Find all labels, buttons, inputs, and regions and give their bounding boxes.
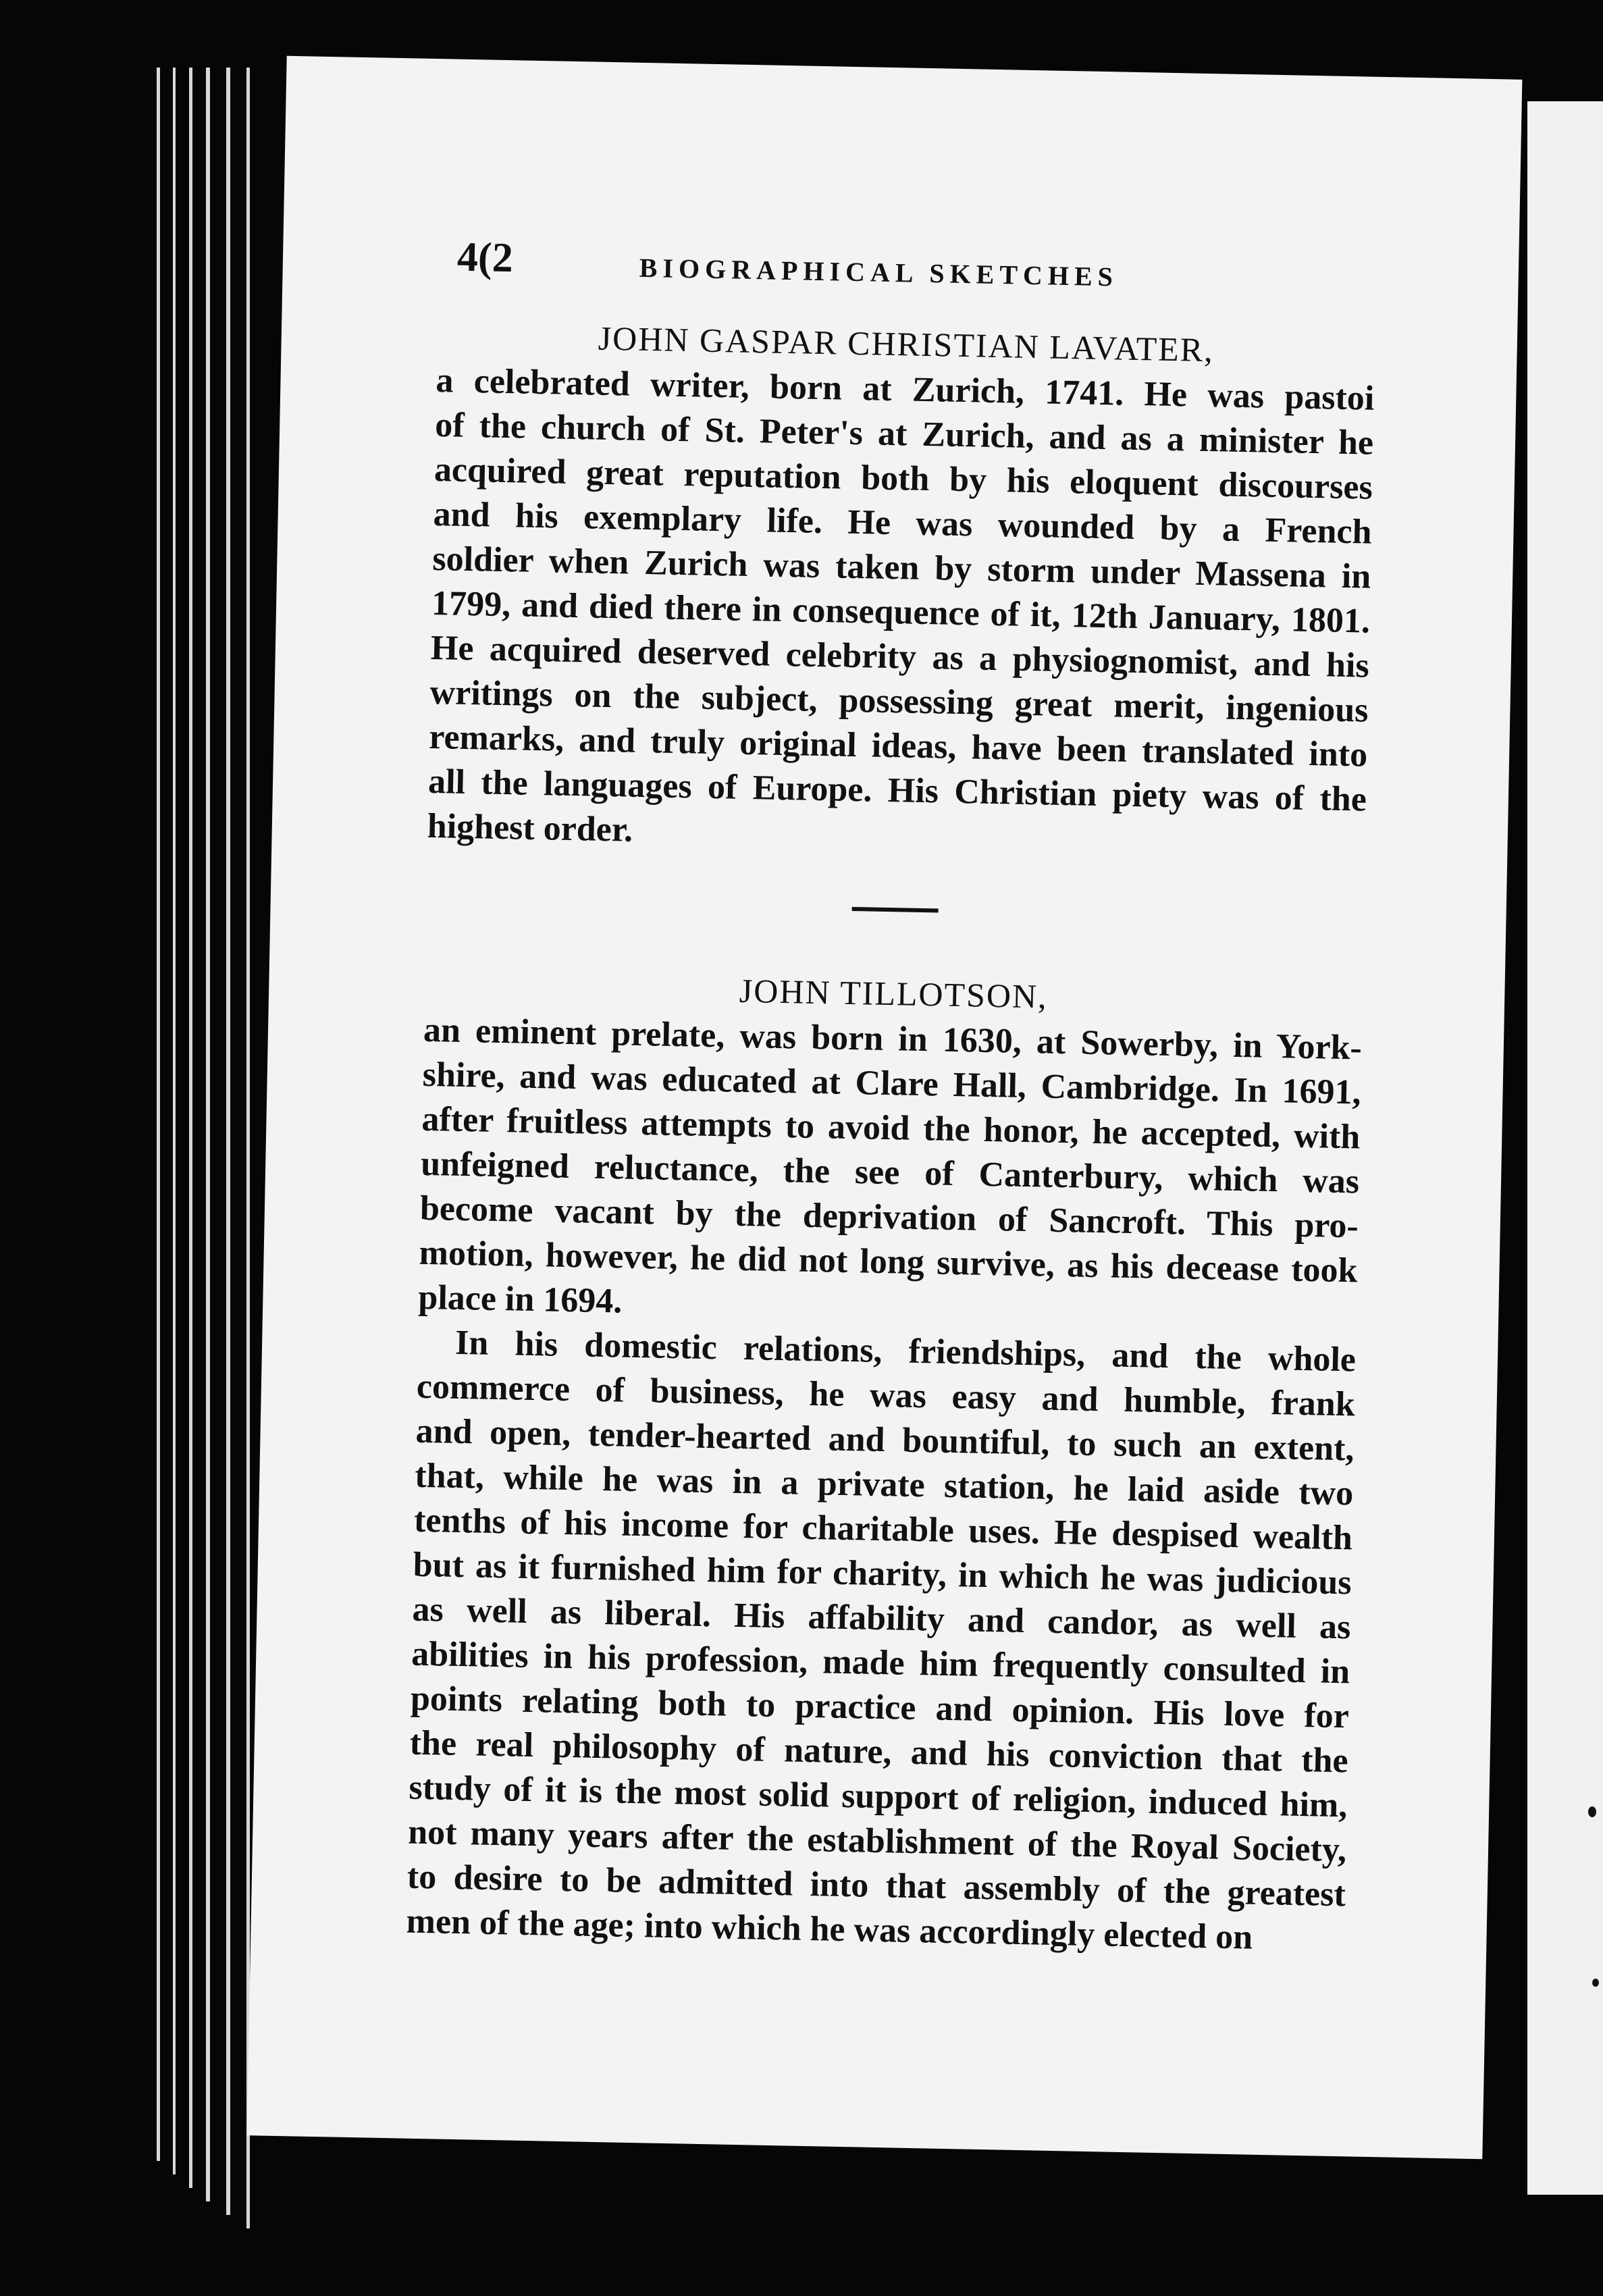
book-edge-strip bbox=[173, 68, 176, 2174]
text-line: In his domestic relations, friendships, and the whole bbox=[454, 1323, 1357, 1380]
book-edge-strip bbox=[226, 68, 230, 2215]
book-edge-strip bbox=[206, 68, 210, 2201]
text-line: soldier when Zurich was taken by storm under Massena in bbox=[431, 540, 1371, 596]
text-line: but as it furnished him for charity, in which he was judicious bbox=[413, 1545, 1352, 1602]
section-divider bbox=[852, 907, 939, 912]
text-line: motion, however, he did not long survive, as his decease took bbox=[419, 1233, 1359, 1290]
text-line: writings on the subject, possessing great merit, ingenious bbox=[429, 673, 1369, 730]
text-line: after fruitless attempts to avoid the honor, he accepted, with bbox=[421, 1099, 1361, 1157]
facing-page-edge bbox=[1527, 101, 1603, 2195]
text-line: of the church of St. Peter's at Zurich, and as a minister he bbox=[434, 406, 1374, 463]
book-edge-strip bbox=[189, 68, 192, 2188]
text-line: shire, and was educated at Clare Hall, Cambridge. In 1691, bbox=[422, 1055, 1362, 1112]
text-line: all the languages of Europe. His Christian piety was of the bbox=[427, 762, 1367, 819]
page-content bbox=[406, 315, 1375, 1962]
entry-title: JOHN GASPAR CHRISTIAN LAVATER, bbox=[598, 319, 1215, 369]
page-number: 4(2 bbox=[456, 234, 514, 282]
text-line: 1799, and died there in consequence of it, 12th January, 1801. bbox=[431, 583, 1371, 641]
text-line: remarks, and truly original ideas, have been translated into bbox=[428, 717, 1368, 775]
text-line: that, while he was in a private station, he laid aside two bbox=[414, 1456, 1354, 1513]
facing-page-speck bbox=[1592, 1979, 1599, 1987]
text-line: the real philosophy of nature, and his conviction that the bbox=[409, 1723, 1349, 1781]
text-line: tenths of his income for charitable uses. He despised wealth bbox=[413, 1501, 1353, 1558]
text-line: study of it is the most solid support of religion, induced him, bbox=[408, 1768, 1348, 1825]
text-line: become vacant by the deprivation of Sancroft. This pro- bbox=[419, 1189, 1359, 1246]
text-line: points relating both to practice and opinion. His love for bbox=[410, 1679, 1350, 1736]
entry-paragraph bbox=[418, 1008, 1363, 1338]
text-line: commerce of business, he was easy and humble, frank bbox=[416, 1367, 1356, 1424]
entry-title: JOHN TILLOTSON, bbox=[739, 971, 1049, 1016]
text-line: and open, tender-hearted and bountiful, to such an extent, bbox=[415, 1411, 1355, 1469]
text-line: unfeigned reluctance, the see of Canterbury, which was bbox=[420, 1144, 1360, 1201]
page-header bbox=[456, 234, 1384, 312]
text-line: a celebrated writer, born at Zurich, 1741. He was pastoi bbox=[435, 361, 1375, 418]
text-line: men of the age; into which he was accordingly elected on bbox=[406, 1902, 1253, 1957]
book-edge-strip bbox=[246, 68, 250, 2228]
text-line: place in 1694. bbox=[417, 1278, 623, 1321]
text-line: as well as liberal. His affability and candor, as well as bbox=[412, 1590, 1351, 1647]
text-line: not many years after the establishment of the Royal Society, bbox=[407, 1812, 1347, 1870]
facing-page-speck bbox=[1588, 1806, 1596, 1817]
text-line: He acquired deserved celebrity as a physiognomist, and his bbox=[430, 628, 1370, 685]
text-line: abilities in his profession, made him frequently consulted in bbox=[411, 1634, 1350, 1692]
text-line: acquired great reputation both by his eloquent discourses bbox=[433, 450, 1373, 507]
running-head: BIOGRAPHICAL SKETCHES bbox=[639, 252, 1119, 292]
book-page bbox=[247, 56, 1523, 2160]
text-line: an eminent prelate, was born in 1630, at Sowerby, in York- bbox=[423, 1010, 1363, 1068]
text-line: and his exemplary life. He was wounded by a French bbox=[433, 495, 1373, 552]
text-line: highest order. bbox=[427, 806, 633, 850]
entry-paragraph bbox=[406, 1320, 1356, 1962]
book-edge-strip bbox=[157, 68, 160, 2161]
text-line: to desire to be admitted into that assembly of the greatest bbox=[406, 1857, 1346, 1914]
entry-paragraph bbox=[427, 359, 1375, 867]
